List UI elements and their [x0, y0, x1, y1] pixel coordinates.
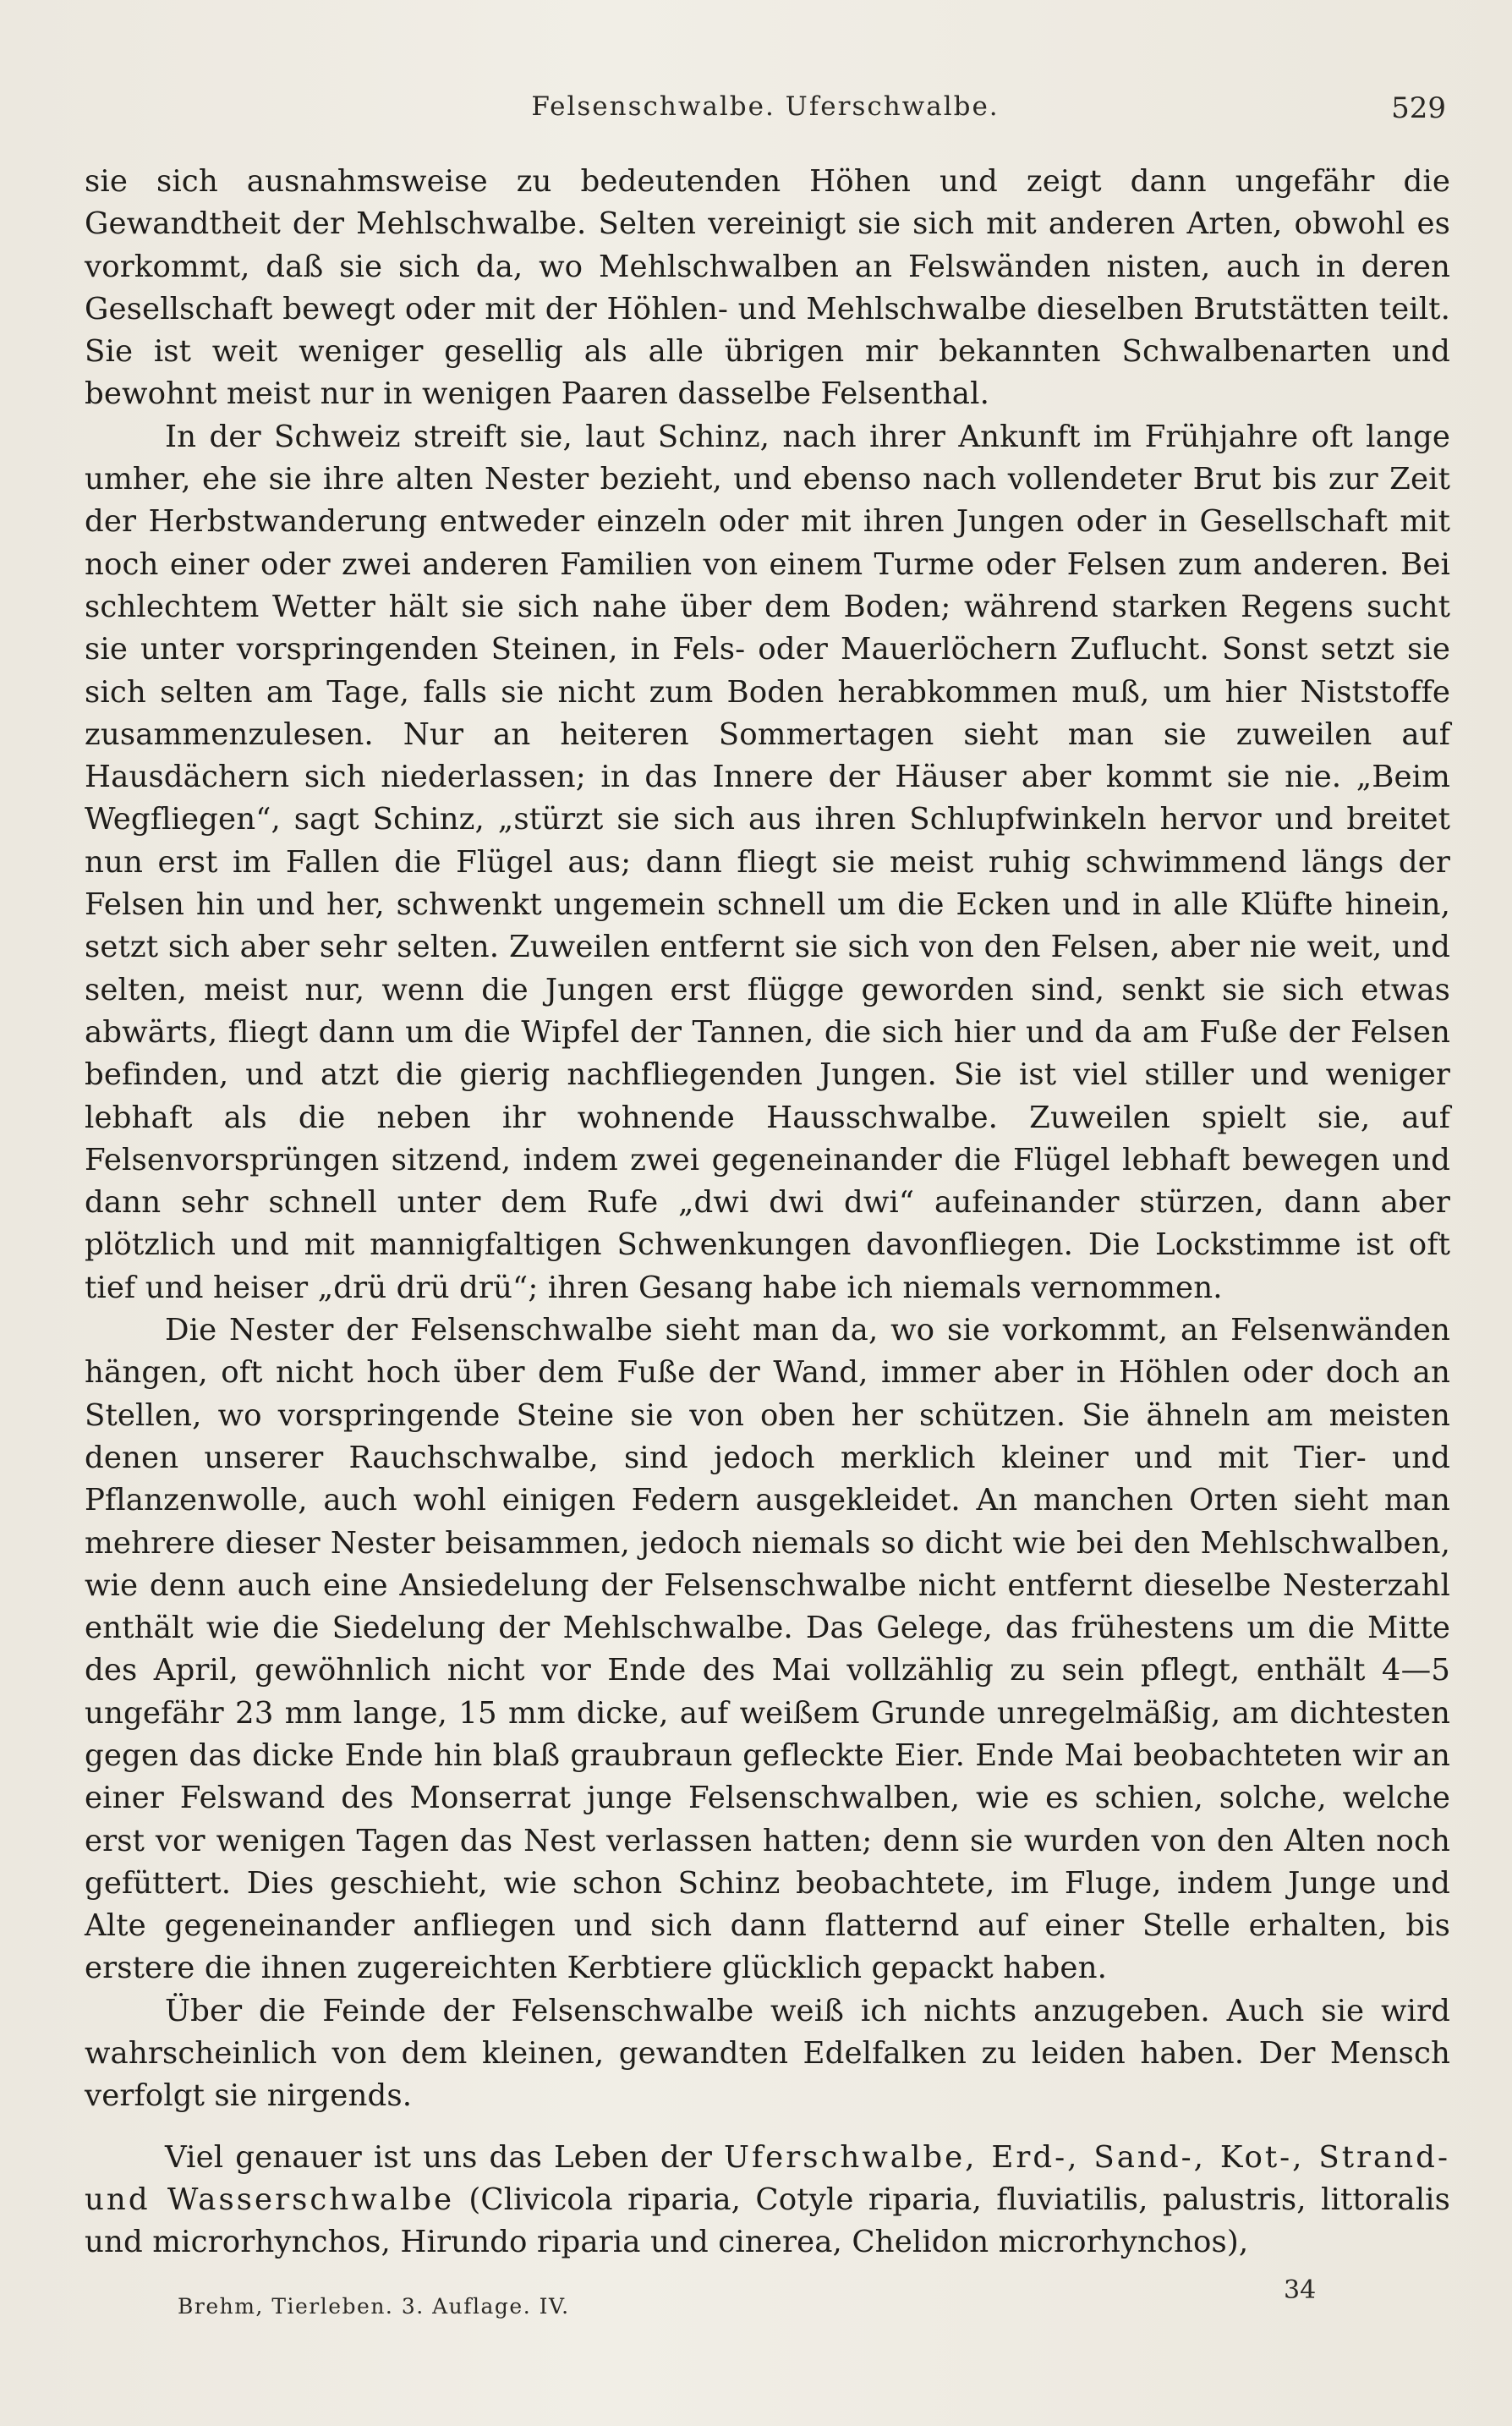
paragraph: sie sich ausnahmsweise zu bedeutenden Höhen und zeigt dann ungefähr die Gewandtheit der Mehlschwalbe. Selten vereinigt sie sich mit anderen Arten, obwohl es vorkommt, daß sie sich da, wo Mehlschwalben an Felswänden nisten, auch in deren Gesellschaft bewegt oder mit der Höhlen- und Mehlschwalbe dieselben Brutstätten teilt. Sie ist weit weniger gesellig als alle übrigen mir bekannten Schwalbenarten und bewohnt meist nur in wenigen Paaren dasselbe Felsenthal. — [85, 164, 1450, 412]
body-text — [85, 161, 1450, 2264]
paragraph-lead: Viel genauer ist uns das Leben der — [165, 2139, 724, 2175]
sheet-number: 34 — [1284, 2275, 1317, 2305]
paragraph: Die Nester der Felsenschwalbe sieht man da, wo sie vorkommt, an Felsenwänden hängen, oft nicht hoch über dem Fuße der Wand, immer aber in Höhlen oder doch an Stellen, wo vorspringende Steine sie von oben her schützen. Sie ähneln am meisten denen unserer Rauchschwalbe, sind jedoch merklich kleiner und mit Tier- und Pflanzenwolle, auch wohl einigen Federn ausgekleidet. An manchen Orten sieht man mehrere dieser Nester beisammen, jedoch niemals so dicht wie bei den Mehlschwalben, wie denn auch eine Ansiedelung der Felsenschwalbe nicht entfernt dieselbe Nesterzahl enthält wie die Siedelung der Mehlschwalbe. Das Gelege, das frühestens um die Mitte des April, gewöhnlich nicht vor Ende des Mai vollzählig zu sein pflegt, enthält 4—5 ungefähr 23 mm lange, 15 mm dicke, auf weißem Grunde unregelmäßig, am dichtesten gegen das dicke Ende hin blaß graubraun gefleckte Eier. Ende Mai beobachteten wir an einer Felswand des Monserrat junge Felsenschwalben, wie es schien, solche, welche erst vor wenigen Tagen das Nest verlassen hatten; denn sie wurden von den Alten noch gefüttert. Dies geschieht, wie schon Schinz beobachtete, im Fluge, indem Junge und Alte gegeneinander anfliegen und sich dann flatternd auf einer Stelle erhalten, bis erstere die ihnen zugereichten Kerbtiere glücklich gepackt haben. — [85, 1313, 1450, 1986]
paragraph: In der Schweiz streift sie, laut Schinz, nach ihrer Ankunft im Frühjahre oft lange umher, ehe sie ihre alten Nester bezieht, und ebenso nach vollendeter Brut bis zur Zeit der Herbstwanderung entweder einzeln oder mit ihren Jungen oder in Gesellschaft mit noch einer oder zwei anderen Familien von einem Turme oder Felsen zum anderen. Bei schlechtem Wetter hält sie sich nahe über dem Boden; während starken Regens sucht sie unter vorspringenden Steinen, in Fels- oder Mauerlöchern Zuflucht. Sonst setzt sie sich selten am Tage, falls sie nicht zum Boden herabkommen muß, um hier Niststoffe zusammenzulesen. Nur an heiteren Sommertagen sieht man sie zuweilen auf Hausdächern sich niederlassen; in das Innere der Häuser aber kommt sie nie. „Beim Wegfliegen“, sagt Schinz, „stürzt sie sich aus ihren Schlupfwinkeln hervor und breitet nun erst im Fallen die Flügel aus; dann fliegt sie meist ruhig schwimmend längs der Felsen hin und her, schwenkt ungemein schnell um die Ecken und in alle Klüfte hinein, setzt sich aber sehr selten. Zuweilen entfernt sie sich von den Felsen, aber nie weit, und selten, meist nur, wenn die Jungen erst flügge geworden sind, senkt sie sich etwas abwärts, fliegt dann um die Wipfel der Tannen, die sich hier und da am Fuße der Felsen befinden, und atzt die gierig nachfliegenden Jungen. Sie ist viel stiller und weniger lebhaft als die neben ihr wohnende Hausschwalbe. Zuweilen spielt sie, auf Felsenvorsprüngen sitzend, indem zwei gegeneinander die Flügel lebhaft bewegen und dann sehr schnell unter dem Rufe „dwi dwi dwi“ aufeinander stürzen, dann aber plötzlich und mit mannigfaltigen Schwenkungen davonfliegen. Die Lockstimme ist oft tief und heiser „drü drü drü“; ihren Gesang habe ich niemals vernommen. — [85, 419, 1450, 1305]
page-header — [85, 91, 1446, 134]
paragraph: Über die Feinde der Felsenschwalbe weiß ich nichts anzugeben. Auch sie wird wahrscheinlich von dem kleinen, gewandten Edelfalken zu leiden haben. Der Mensch verfolgt sie nirgends. — [85, 1993, 1450, 2114]
page-number: 529 — [1391, 91, 1446, 125]
page-footer — [85, 2275, 1446, 2335]
species-names: Uferschwalbe, Erd-, Sand-, Kot-, Strand- und Wasserschwalbe — [85, 2139, 1450, 2217]
running-head: Felsenschwalbe. Uferschwalbe. — [531, 91, 1000, 122]
book-signature: Brehm, Tierleben. 3. Auflage. IV. — [178, 2294, 570, 2319]
paragraph — [85, 2137, 1450, 2264]
scientific-names: (Clivicola riparia, Cotyle riparia, fluviatilis, palustris, littoralis und microrhynchos, Hirundo riparia und cinerea, Chelidon microrhynchos), — [85, 2182, 1451, 2260]
